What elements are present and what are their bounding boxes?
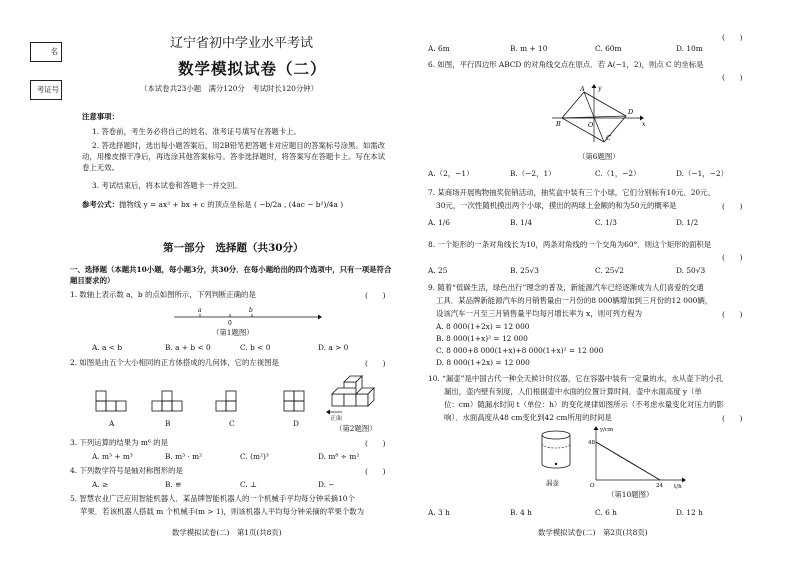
- formula-label: 参考公式：: [82, 200, 119, 209]
- water-clock-label: 漏壶: [546, 479, 559, 487]
- q4-option-b: B. ≌: [165, 480, 182, 489]
- name-label: 名: [50, 47, 58, 56]
- q10-option-d: D. 12 h: [676, 508, 703, 517]
- q10-option-c: C. 6 h: [595, 508, 617, 517]
- footer-left: 数学模拟试卷(二) 第1页(共8页): [172, 528, 282, 537]
- exam-number-label: 考证号: [36, 85, 59, 94]
- water-clock-figure: [536, 430, 576, 474]
- q9-option-b: B. 8 000(1+x)² = 12 000: [436, 334, 528, 343]
- svg-text:D: D: [628, 108, 634, 116]
- q10-option-a: A. 3 h: [428, 508, 450, 517]
- water-level-graph: [588, 424, 688, 490]
- q2-option-c: C: [229, 419, 235, 428]
- q10-stem-line4: 响）．水面高度从48 cm变化到42 cm所用的时间是: [444, 413, 612, 422]
- q5-stem-line1: 5. 智慧农业广泛应用智能机器人．某品牌智能机器人的一个机械手平均每分钟采摘10个: [70, 494, 355, 503]
- q2-figure-caption: （第2题图）: [335, 424, 377, 433]
- q10-answer-paren: ( ): [722, 414, 743, 423]
- q7-stem-line1: 7. 某商场开展购物抽奖促销活动，抽奖盒中装有三个小球，它们分别标有10元、20元、: [428, 188, 715, 197]
- svg-text:C: C: [606, 134, 611, 142]
- paper-title: 数学模拟试卷（二）: [178, 59, 327, 78]
- q9-stem-line2: 工具．某品牌新能源汽车的月销售量由一月份的8 000辆增加到三月份的12 000辆，: [436, 296, 713, 305]
- q4-option-c: C. ⊥: [240, 480, 258, 489]
- q5-option-d: D. 10m: [676, 44, 703, 53]
- q7-option-a: A. 1/6: [428, 218, 450, 227]
- q9-stem-line1: 9. 随着“低碳生活，绿色出行”理念的普及，新能源汽车已经逐渐成为人们喜爱的交通: [428, 283, 704, 292]
- y-tick-48: 48: [588, 440, 595, 446]
- water-level-line: [596, 442, 660, 480]
- q10-stem-line1: 10. “漏壶”是中国古代一种全天候计时仪器，它在容器中装有一定量的水，水从壶下的小孔: [428, 374, 724, 383]
- part1-title: 第一部分 选择题（共30分）: [163, 242, 304, 254]
- q6-option-b: B.（−2，1）: [510, 169, 556, 178]
- q3-option-b: B. m³ · m²: [165, 452, 203, 461]
- q3-stem: 3. 下列运算的结果为 m⁶ 的是: [70, 438, 168, 447]
- q8-answer-paren: ( ): [722, 253, 743, 262]
- q7-option-b: B. 1/4: [510, 218, 533, 227]
- x-axis-label: t/h: [674, 484, 682, 490]
- q9-option-c: C. 8 000+8 000(1+x)+8 000(1+x)² = 12 000: [436, 346, 604, 355]
- q8-stem: 8. 一个矩形的一条对角线长为10，两条对角线的一个交角为60°．则这个矩形的面积是: [428, 240, 712, 249]
- origin-label: O: [590, 483, 595, 489]
- q3-option-d: D. m⁸ ÷ m²: [318, 452, 360, 461]
- q2-view-options-figure: [88, 388, 328, 418]
- svg-text:a: a: [198, 307, 202, 314]
- reference-formula: [82, 200, 343, 210]
- svg-text:A: A: [580, 85, 585, 93]
- q6-option-a: A.（2，−1）: [428, 169, 474, 178]
- q10-option-b: B. 4 h: [510, 508, 532, 517]
- q6-stem: 6. 如图，平行四边形 ABCD 的对角线交点在原点．若 A(−1，2)，则点 C 的坐标是: [428, 60, 704, 69]
- q7-option-c: C. 1/3: [595, 218, 617, 227]
- y-axis-label: y/cm: [600, 427, 614, 433]
- q5-answer-paren: ( ): [722, 33, 743, 42]
- q5-stem-line2: 苹果．若该机器人搭载 m 个机械手(m > 1)，则该机器人平均每分钟采摘的苹果个数为: [80, 507, 364, 516]
- note-1: 1. 答卷前，考生务必将自己的姓名、准考证号填写在答题卡上。: [92, 127, 301, 136]
- q4-stem: 4. 下列数学符号是轴对称图形的是: [70, 466, 183, 475]
- svg-text:b: b: [249, 307, 253, 314]
- q5-option-b: B. m + 10: [510, 44, 548, 53]
- q6-answer-paren: ( ): [722, 73, 743, 82]
- svg-text:y: y: [598, 85, 602, 92]
- q6-figure-caption: （第6题图）: [578, 152, 620, 161]
- q9-answer-paren: ( ): [722, 310, 743, 319]
- front-view-label: 正面: [330, 415, 343, 422]
- footer-right: 数学模拟试卷(二) 第2页(共8页): [538, 528, 648, 537]
- q1-option-a: A. a < b: [92, 343, 123, 352]
- q2-answer-paren: ( ): [365, 359, 386, 368]
- q1-option-c: C. b < 0: [240, 343, 271, 352]
- number-line-figure: [172, 306, 322, 326]
- q5-option-c: C. 60m: [595, 44, 622, 53]
- q7-option-d: D. 1/2: [676, 218, 699, 227]
- q9-option-a: A. 8 000(1+2x) = 12 000: [436, 322, 530, 331]
- part1-instructions: 一、选择题（本题共10小题，每小题3分，共30分．在每小题给出的四个选项中，只有一项是符合题目要求的）: [70, 265, 392, 285]
- q7-stem-line2: 30元，一次性随机摸出两个小球，摸出的两球上金额的和为50元的概率是: [436, 201, 677, 210]
- svg-text:B: B: [556, 120, 561, 128]
- q2-option-d: D: [293, 419, 299, 428]
- svg-text:0: 0: [228, 320, 232, 326]
- q10-stem-line3: 位：cm）随漏水时间 t（单位：h）的变化规律如图所示（不考虑水量变化对压力的影: [444, 400, 724, 409]
- q1-option-d: D. a > 0: [318, 343, 349, 352]
- q1-figure-caption: （第1题图）: [212, 328, 254, 337]
- q8-option-b: B. 25√3: [510, 266, 539, 275]
- notes-heading: 注意事项：: [82, 112, 119, 121]
- q6-option-c: C.（1，−2）: [595, 169, 641, 178]
- q7-answer-paren: ( ): [722, 202, 743, 211]
- q4-option-d: D. ∽: [318, 480, 335, 489]
- note-3: 3. 考试结束后，将本试卷和答题卡一并交回。: [92, 181, 242, 190]
- q10-stem-line2: 漏出，壶内壁有刻度，人们根据壶中水面的位置计算时间．壶中水面高度 y（单: [444, 387, 702, 396]
- q4-option-a: A. ≥: [92, 480, 109, 489]
- q4-answer-paren: ( ): [365, 467, 386, 476]
- exam-title: 辽宁省初中学业水平考试: [170, 36, 314, 51]
- q8-option-a: A. 25: [428, 266, 448, 275]
- q3-option-a: A. m³ + m³: [92, 452, 133, 461]
- q9-stem-line3: 设该汽车一月至三月销售量平均每月增长率为 x，则可列方程为: [436, 309, 643, 318]
- q2-stem: 2. 如图是由五个大小相同的正方体搭成的几何体，它的左视图是: [70, 358, 279, 367]
- q1-stem: 1. 数轴上表示数 a，b 的点如图所示，下列判断正确的是: [70, 290, 256, 299]
- q5-option-a: A. 6m: [428, 44, 450, 53]
- svg-text:O: O: [588, 121, 594, 129]
- x-tick-24: 24: [656, 483, 663, 489]
- formula-text: 抛物线 y = ax² + bx + c 的顶点坐标是 ( −b/2a , (4ac − b²)/4a ): [118, 200, 344, 209]
- q8-option-d: D. 50√3: [676, 266, 706, 275]
- name-box: [30, 42, 62, 62]
- exam-number-box: [30, 80, 62, 100]
- parallelogram-figure: [548, 82, 648, 144]
- q3-option-c: C. (m²)³: [240, 452, 269, 461]
- cube-solid-figure: [326, 372, 388, 418]
- q8-option-c: C. 25√2: [595, 266, 624, 275]
- svg-text:x: x: [642, 121, 646, 128]
- note-2: 2. 答选择题时，选出每小题答案后，用2B铅笔把答题卡对应题目的答案标号涂黑。如需改动，用橡皮擦干净后，再选涂其他答案标号。答非选择题时，将答案写在答题卡上。写在本试卷上无效。: [82, 141, 386, 172]
- q6-option-d: D.（−1，−2）: [676, 169, 728, 178]
- q1-answer-paren: ( ): [365, 291, 386, 300]
- q1-option-b: B. a + b < 0: [165, 343, 211, 352]
- q10-figure-caption: （第10题图）: [607, 490, 654, 499]
- q2-option-b: B: [165, 419, 171, 428]
- q3-answer-paren: ( ): [365, 439, 386, 448]
- q9-option-d: D. 8 000(1+2x) = 12 000: [436, 358, 530, 367]
- paper-subtitle: （本试卷共23小题 满分120分 考试时长120分钟）: [140, 84, 319, 93]
- q2-option-a: A: [109, 419, 115, 428]
